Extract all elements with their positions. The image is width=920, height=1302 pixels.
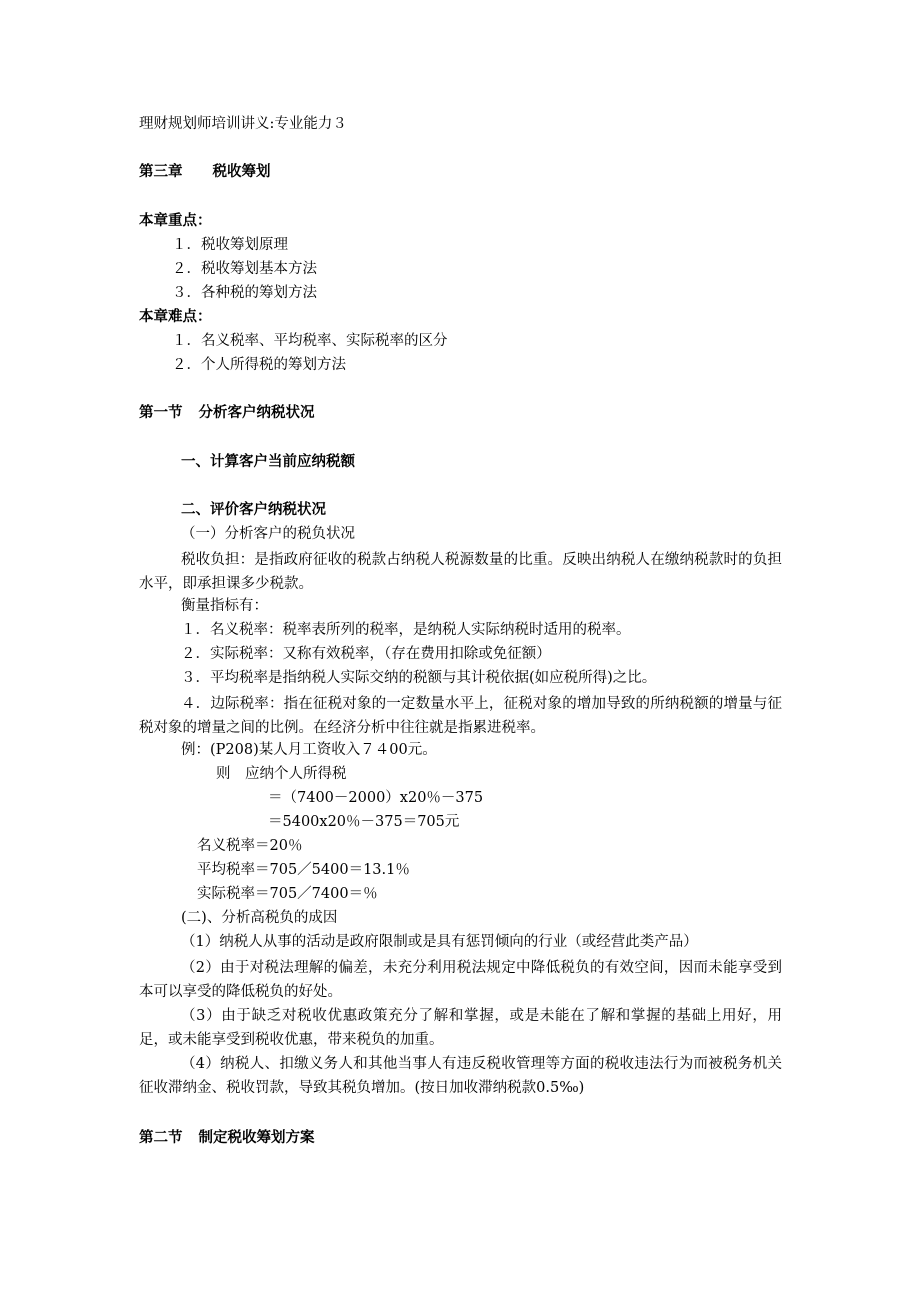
cause-item: （4）纳税人、扣缴义务人和其他当事人有违反税收管理等方面的税收违法行为而被税务机关征收滞纳金、税收罚款，导致其税负增加。(按日加收滞纳税款0.5‰) [139, 1056, 782, 1096]
key-point-item: ３．各种税的筹划方法 [172, 285, 317, 301]
section1-sub2: 二、评价客户纳税状况 [181, 501, 326, 518]
key-point-item: ２．税收筹划基本方法 [172, 261, 317, 277]
difficulty-item: １．名义税率、平均税率、实际税率的区分 [172, 333, 448, 349]
chapter-title: 税收筹划 [212, 163, 271, 180]
cause-item: （3）由于缺乏对税收优惠政策充分了解和掌握，或是未能在了解和掌握的基础上用好，用足，或未能享受到税收优惠，带来税负的加重。 [139, 1008, 782, 1048]
key-point-item: １．税收筹划原理 [172, 237, 288, 253]
part2-title: (二)、分析高税负的成因 [181, 910, 338, 926]
difficulties-label: 本章难点： [139, 308, 212, 325]
measure-item: ４．边际税率：指在征税对象的一定数量水平上，征税对象的增加导致的所纳税额的增量与征税对象的增量之间的比例。在经济分析中往往就是指累进税率。 [139, 696, 782, 736]
section2-heading [139, 1128, 315, 1148]
chapter-number: 第三章 [139, 163, 183, 180]
section1-title: 分析客户纳税状况 [198, 404, 315, 421]
part1-title: （一）分析客户的税负状况 [181, 526, 355, 542]
example-intro: 例：(P208)某人月工资收入７４00元。 [181, 742, 437, 758]
measure-item: １．名义税率：税率表所列的税率，是纳税人实际纳税时适用的税率。 [181, 622, 631, 638]
section1-sub1: 一、计算客户当前应纳税额 [181, 453, 355, 470]
cause-item: （2）由于对税法理解的偏差，未充分利用税法规定中降低税负的有效空间，因而未能享受到本可以享受的降低税负的好处。 [139, 960, 782, 1000]
key-points-label: 本章重点： [139, 212, 212, 229]
measure-item: ３．平均税率是指纳税人实际交纳的税额与其计税依据(如应税所得)之比。 [181, 670, 657, 686]
document-title: 理财规划师培训讲义:专业能力３ [139, 116, 347, 132]
section2-title: 制定税收筹划方案 [198, 1129, 315, 1146]
tax-burden-definition: 税收负担：是指政府征收的税款占纳税人税源数量的比重。反映出纳税人在缴纳税款时的负担水平，即承担课多少税款。 [139, 552, 782, 592]
cause-item: （1）纳税人从事的活动是政府限制或是具有惩罚倾向的行业（或经营此类产品） [181, 934, 698, 950]
example-then: 则 应纳个人所得税 [216, 766, 347, 782]
section1-heading [139, 403, 315, 423]
chapter-heading [139, 162, 271, 182]
difficulty-item: ２．个人所得税的筹划方法 [172, 357, 346, 373]
measure-item: ２．实际税率：又称有效税率，（存在费用扣除或免征额） [181, 646, 551, 662]
example-calc-step1: ＝（7400－2000）x20％－375 [268, 790, 484, 806]
section2-number: 第二节 [139, 1129, 183, 1146]
average-rate: 平均税率＝705／5400＝13.1％ [197, 862, 410, 878]
example-calc-step2: ＝5400x20％－375＝705元 [268, 814, 460, 830]
effective-rate: 实际税率＝705／7400＝％ [197, 886, 378, 902]
section1-number: 第一节 [139, 404, 183, 421]
measures-label: 衡量指标有： [181, 598, 268, 614]
nominal-rate: 名义税率＝20％ [197, 838, 303, 854]
